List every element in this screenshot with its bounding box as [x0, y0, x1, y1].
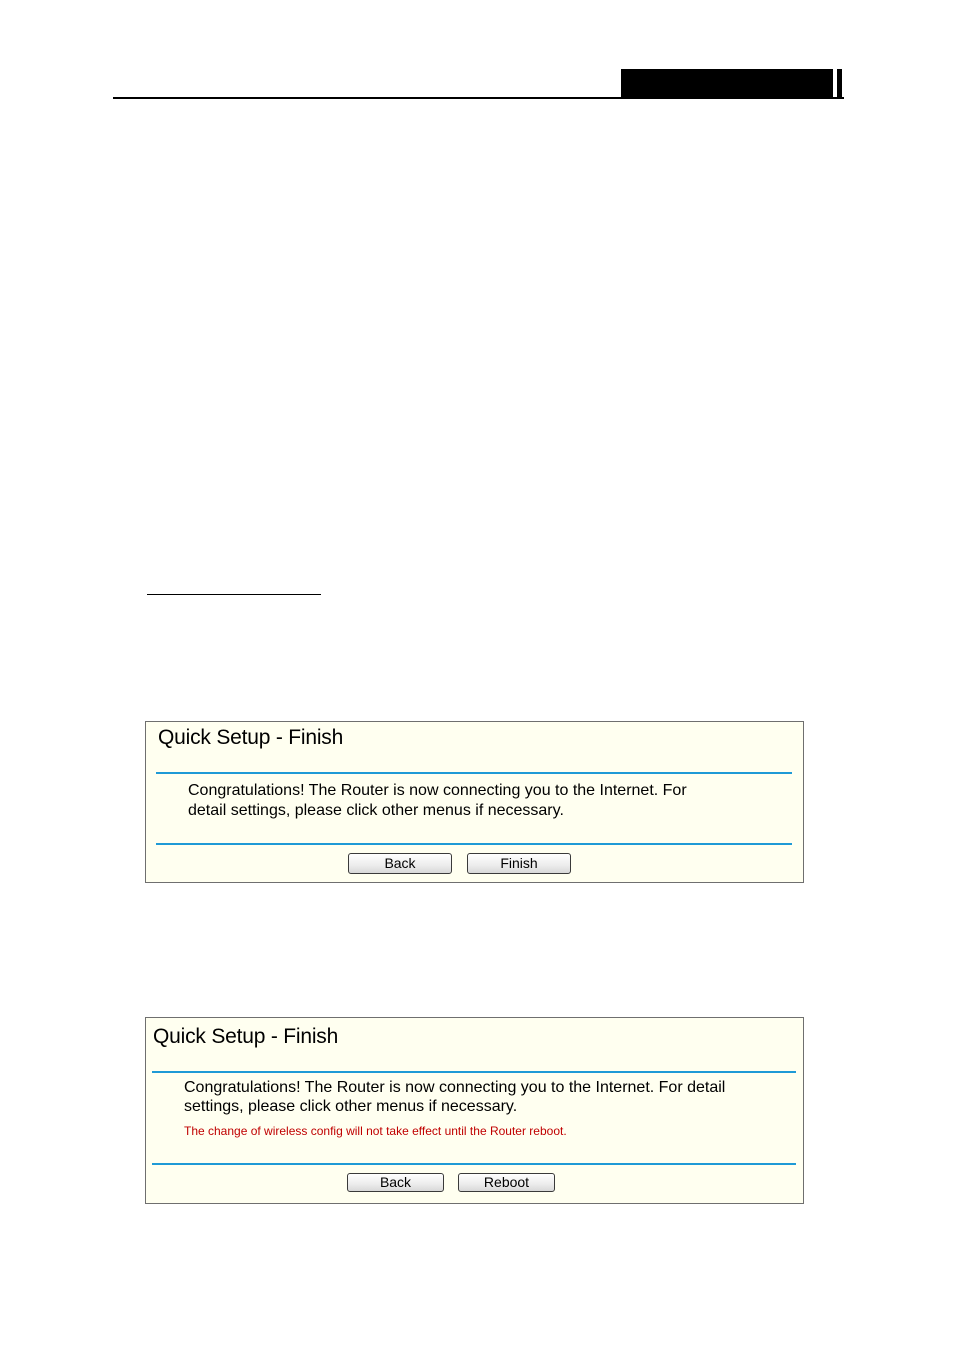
header-rule [113, 97, 844, 99]
congratulations-message: Congratulations! The Router is now connecting you to the Internet. For detail settings, please click other menus if necessary. [184, 1079, 726, 1115]
link-underline [147, 594, 321, 595]
finish-button[interactable]: Finish [467, 853, 571, 874]
separator-top [156, 772, 792, 774]
panel-title: Quick Setup - Finish [158, 726, 344, 749]
reboot-button[interactable]: Reboot [458, 1173, 555, 1192]
back-button[interactable]: Back [348, 853, 452, 874]
reboot-warning-text: The change of wireless config will not take effect until the Router reboot. [184, 1124, 567, 1138]
quick-setup-finish-panel [145, 721, 804, 883]
back-button[interactable]: Back [347, 1173, 444, 1192]
separator-bottom [152, 1163, 796, 1165]
header-bar [621, 69, 833, 99]
panel-title: Quick Setup - Finish [153, 1025, 339, 1048]
quick-setup-finish-reboot-panel [145, 1017, 804, 1204]
separator-top [152, 1071, 796, 1073]
separator-bottom [156, 843, 792, 845]
congratulations-message: Congratulations! The Router is now connecting you to the Internet. For detail settings, please click other menus if necessary. [188, 782, 687, 819]
header-bar-tick [837, 69, 842, 99]
